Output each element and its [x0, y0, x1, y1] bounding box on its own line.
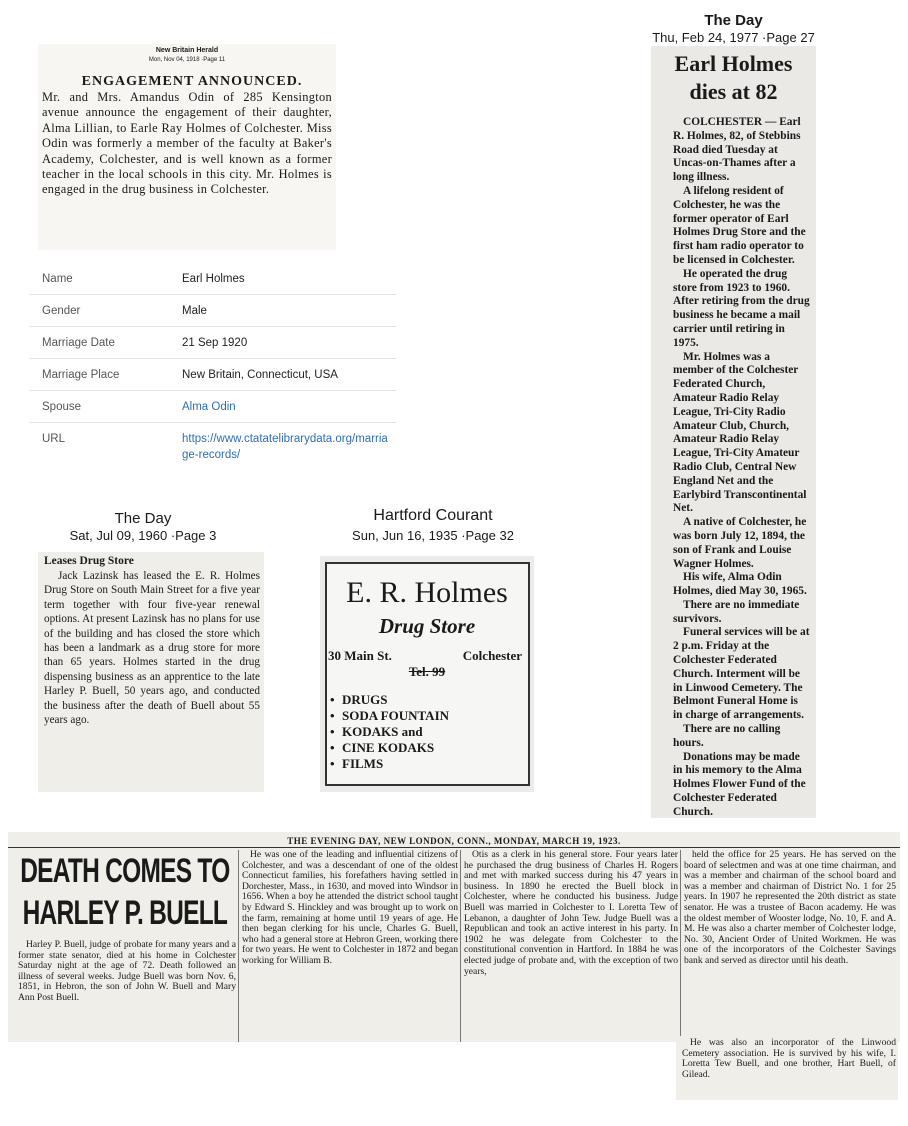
obituary-paragraph: He operated the drug store from 1923 to 1960. After retiring from the drug business he became a mail carrier until retiring in 1975. — [673, 267, 810, 349]
headline-line: DEATH COMES TO — [20, 852, 230, 890]
masthead-rule — [8, 847, 900, 848]
obituary-paragraph: A lifelong resident of Colchester, he was the former operator of Earl Holmes Drug Store and the first ham radio operator to be licensed in Colchester. — [673, 184, 806, 266]
url-link[interactable]: https://www.ctatatelibrarydata.org/marriage-records/ — [182, 433, 388, 461]
obituary-paragraph: COLCHESTER — Earl R. Holmes, 82, of Stebbins Road died Tuesday at Uncas-on-Thames after a long illness. — [673, 116, 801, 184]
buell-article-clipping — [8, 832, 900, 1042]
clipping-body: Mr. and Mrs. Amandus Odin of 285 Kensington avenue announce the engagement of their daughter, Alma Lillian, to Earle Ray Holmes of Colchester. Miss Odin was formerly a member of the faculty at Baker's Academy, Colchester, and is well known as a former teacher in the local schools in this city. Mr. Holmes is engaged in the drug business in Colchester. — [42, 90, 332, 197]
ad-store-name: E. R. Holmes — [346, 576, 508, 609]
record-row — [30, 295, 396, 327]
record-label: Name — [42, 273, 73, 285]
obituary-date: Thu, Feb 24, 1977 ·Page 27 — [652, 30, 815, 45]
obituary-title: Earl Holmes — [674, 51, 793, 76]
record-row — [30, 423, 396, 470]
ad-paper-name: Hartford Courant — [373, 507, 493, 524]
drug-store-ad-clipping — [320, 556, 534, 792]
column-text: held the office for 25 years. He has served on the board of selectmen and was at one time chairman, and was a member and chairman of the school board and was a member and chairman of District No. 1 for 25 years. In 1907 he represented the 20th district as state senator. He was a trustee of Bacon academy. He was the oldest member of Wooster lodge, No. 10, F. and A. M. He was also a charter member of Colchester lodge, No. 30, Ancient Order of United Workmen. He was one of the incorporators of the Colchester Savings bank and served as director until his death. — [684, 849, 896, 966]
ad-item: • DRUGS — [330, 692, 449, 708]
headline-line: HARLEY P. BUELL — [22, 894, 228, 932]
ad-address: 30 Main St. — [328, 648, 392, 663]
leases-headline: Leases Drug Store — [44, 555, 134, 567]
buell-article-continuation — [676, 1036, 898, 1100]
ad-town: Colchester — [462, 648, 522, 663]
record-label: Marriage Place — [42, 369, 120, 381]
obituary-title: dies at 82 — [689, 79, 778, 104]
clipping-paper-name: New Britain Herald — [155, 47, 219, 54]
engagement-clipping — [38, 44, 336, 250]
column-text: Otis as a clerk in his general store. Four years later he purchased the drug business of Charles H. Rogers and met with marked success during his 47 years in business. In 1890 he erected the Buell block in Colchester, where he conducted his business. Judge Buell was married in Colchester to I. Loretta Tew of Lebanon, a daughter of John Tew. Judge Buell was a Republican and took an active interest in his party. In 1902 he was delegate from Colchester to the constitutional convention in Hartford. In 1884 he was elected judge of probate and, with the exception of two years, — [464, 849, 678, 977]
record-value: New Britain, Connecticut, USA — [182, 369, 338, 381]
article-column — [684, 850, 896, 967]
column-divider — [680, 850, 681, 1042]
ad-item: • SODA FOUNTAIN — [330, 708, 449, 724]
article-column — [242, 850, 458, 967]
column-divider — [238, 850, 239, 1042]
ad-subtitle: Drug Store — [378, 614, 476, 638]
column-divider — [460, 850, 461, 1042]
ad-item: • CINE KODAKS — [330, 740, 449, 756]
record-row — [30, 327, 396, 359]
ad-item: • FILMS — [330, 756, 449, 772]
obituary-paragraph: A native of Colchester, he was born July 12, 1894, the son of Frank and Louise Wagner Holmes. — [673, 516, 807, 570]
obituary-paragraph: Mr. Holmes was a member of the Colchester Federated Church, Amateur Radio Relay League, Tri-City Radio Amateur Club, Church, Amateur Radio Relay League, Tri-City Amateur Radio Club, Central New England Net and the Earlybird Transcontinental Net. — [673, 350, 807, 515]
leases-date: Sat, Jul 09, 1960 ·Page 3 — [69, 528, 217, 543]
record-value: Earl Holmes — [182, 273, 245, 285]
column-text: Harley P. Buell, judge of probate for many years and a former state senator, died at his home in Colchester Saturday night at the age of 72. Death followed an illness of several weeks. Judge Buell was born Nov. 6, 1851, in Hebron, the son of John W. Buell and Mary Ann Post Buell. — [18, 939, 236, 1003]
ad-item: • KODAKS and — [330, 724, 449, 740]
ad-telephone: Tel. 99 — [408, 664, 446, 679]
ad-item-list — [330, 692, 449, 772]
leases-clipping — [38, 552, 264, 792]
clipping-date: Mon, Nov 04, 1918 ·Page 11 — [148, 57, 226, 63]
record-value: Male — [182, 305, 207, 317]
record-row — [30, 263, 396, 295]
spouse-link[interactable]: Alma Odin — [182, 401, 236, 413]
record-row — [30, 391, 396, 423]
leases-body: Jack Lazinsk has leased the E. R. Holmes Drug Store on South Main Street for a five year term together with four five-year renewal options. At present Lazinsk has no plans for use of the building and has closed the store which has been a landmark as a drug store for more than 65 years. Holmes started in the drug dispensing business as an apprentice to the late Harley P. Buell, 50 years ago, and conducted the business after the death of Buell about 55 years ago. — [44, 570, 260, 727]
record-label: Marriage Date — [42, 337, 115, 349]
obituary-paragraph: There are no calling hours. — [673, 723, 781, 749]
article-column — [682, 1038, 896, 1080]
newspaper-masthead: THE EVENING DAY, NEW LONDON, CONN., MONDAY, MARCH 19, 1923. — [287, 836, 621, 846]
obituary-paper-name: The Day — [704, 12, 763, 29]
article-column — [18, 940, 236, 1004]
leases-paper-name: The Day — [114, 510, 172, 527]
ad-date: Sun, Jun 16, 1935 ·Page 32 — [352, 528, 514, 543]
record-row — [30, 359, 396, 391]
obituary-paragraph: There are no immediate survivors. — [673, 598, 800, 625]
obituary-clipping — [651, 46, 816, 818]
record-label: Spouse — [42, 401, 82, 413]
column-text: He was one of the leading and influential citizens of Colchester, and was a descendant of one of the oldest Connecticut families, his forefathers having settled in Dorchester, Mass., in 1630, and moved into Windsor in 1656. When a boy he attended the district school taught by Edward S. Hinckley and was brought up to work on the farm, remaining at home until 19 years of age. He then began clerking for his uncle, Charles G. Buell, who had a general store at Hebron Green, working there for two years. He went to Colchester in 1872 and began working for William B. — [242, 849, 458, 966]
record-value: 21 Sep 1920 — [182, 337, 248, 349]
obituary-paragraph: Donations may be made in his memory to the Alma Holmes Flower Fund of the Colchester Federated Church. — [673, 750, 806, 818]
record-label: URL — [42, 433, 66, 445]
column-text: He was also an incorporator of the Linwood Cemetery association. He is survived by his wife, I. Loretta Tew Buell, and one brother, Hart Buell, of Gilead. — [682, 1037, 896, 1080]
obituary-paragraph: His wife, Alma Odin Holmes, died May 30, 1965. — [673, 571, 807, 598]
marriage-record-table — [30, 263, 396, 470]
clipping-headline: ENGAGEMENT ANNOUNCED. — [81, 74, 303, 89]
record-label: Gender — [42, 305, 81, 317]
article-headline — [14, 850, 236, 934]
obituary-body — [673, 116, 810, 818]
obituary-paragraph: Funeral services will be at 2 p.m. Friday at the Colchester Federated Church. Interment will be in Linwood Cemetery. The Belmont Funeral Home is in charge of arrangements. — [673, 626, 810, 722]
article-column — [464, 850, 678, 977]
